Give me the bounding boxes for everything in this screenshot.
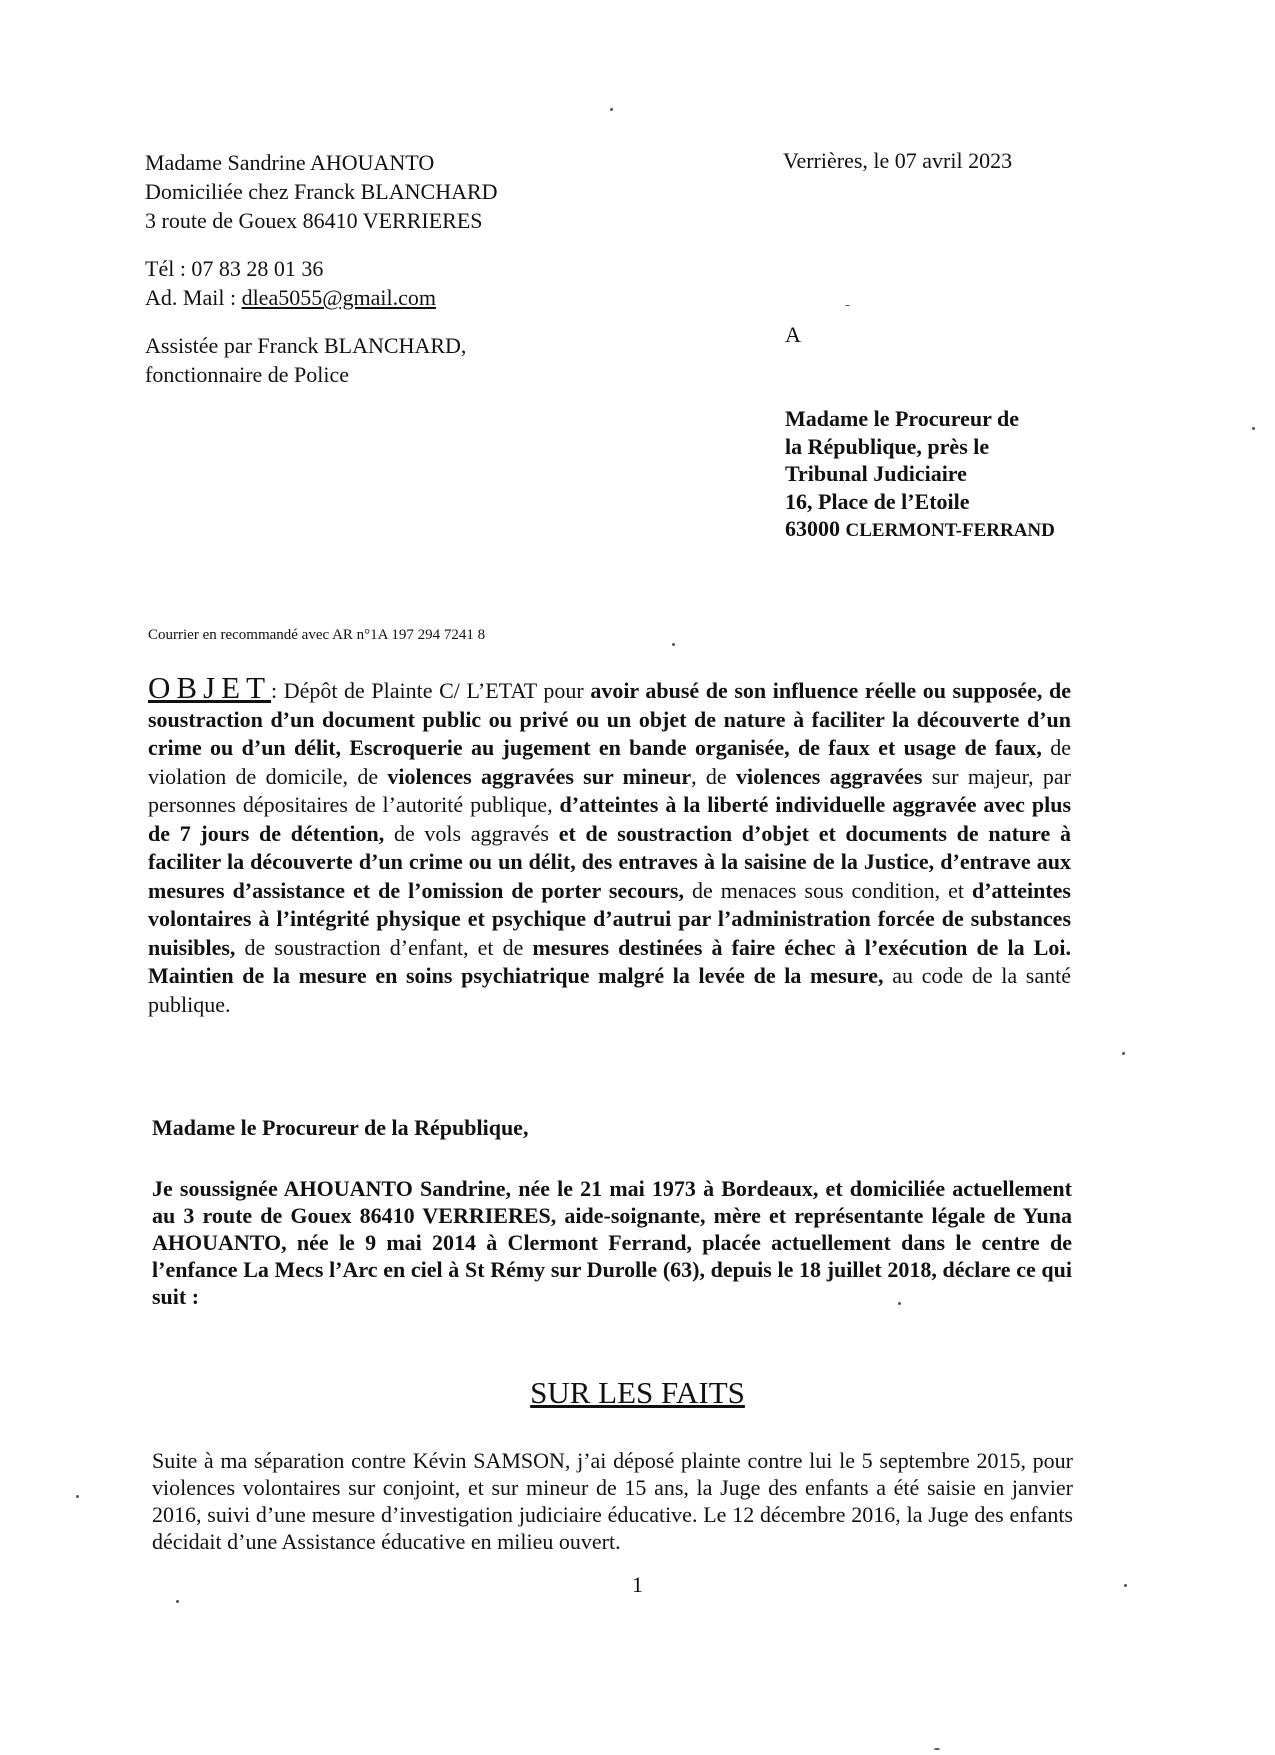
scan-speck	[1122, 1052, 1125, 1055]
scan-speck	[845, 305, 850, 306]
declaration-paragraph: Je soussignée AHOUANTO Sandrine, née le 21 mai 1973 à Bordeaux, et domiciliée actuellement au 3 route de Gouex 86410 VERRIERES, aide-soignante, mère et représentante légale de Yuna AHOUANTO, née le 9 mai 2014 à Clermont Ferrand, placée actuellement dans le centre de l’enfance La Mecs l’Arc en ciel à St Rémy sur Durolle (63), depuis le 18 juillet 2018, déclare ce qui suit :	[152, 1176, 1072, 1309]
objet-heading: OBJET	[148, 670, 271, 705]
faits-paragraph: Suite à ma séparation contre Kévin SAMSON, j’ai déposé plainte contre lui le 5 septembre 2015, pour violences volontaires sur conjoint, et sur mineur de 15 ans, la Juge des enfants a été saisie en janvier 2016, suivi d’une mesure d’investigation judiciaire éducative. Le 12 décembre 2016, la Juge des enfants décidait d’une Assistance éducative en milieu ouvert.	[152, 1448, 1073, 1554]
objet-part: mesures destinées à faire échec à l’exécution de la Loi. Maintien de la mesure en soins psychiatrique malgré la levée de la mesure,	[148, 934, 1072, 988]
recipient-line-2: la République, près le	[785, 433, 990, 459]
recipient-a: A	[785, 322, 801, 347]
recipient-city: CLERMONT-FERRAND	[845, 520, 1055, 541]
faits-heading: SUR LES FAITS	[530, 1375, 745, 1410]
objet-part: des entraves à la saisine de la Justice, d’entrave aux mesures d’assistance et de l’omission de porter secours,	[148, 849, 1072, 903]
objet-part: de violation de domicile, de	[148, 735, 1071, 789]
objet-paragraph: OBJET: Dépôt de Plainte C/ L’ETAT pour avoir abusé de son influence réelle ou supposée, de soustraction d’un document public ou privé ou un objet de nature à faciliter la découverte d’un crime ou d’un délit, Escroquerie au jugement en bande organisée, de faux et usage de faux, de violation de domicile, de violences aggravées sur mineur, de violences aggravées sur majeur, par personnes dépositaires de l’autorité publique, d’atteintes à la liberté individuelle aggravée avec plus de 7 jours de détention, de vols aggravés et de soustraction d’objet et documents de nature à faciliter la découverte d’un crime ou un délit, des entraves à la saisine de la Justice, d’entrave aux mesures d’assistance et de l’omission de porter secours, de menaces sous condition, et d’atteintes volontaires à l’intégrité physique et psychique d’autrui par l’administration forcée de substances nuisibles, de soustraction d’enfant, et de mesures destinées à faire échec à l’exécution de la Loi. Maintien de la mesure en soins psychiatrique malgré la levée de la mesure, au code de la santé publique.	[148, 670, 1072, 1017]
objet-part: avoir abusé de son influence réelle ou supposée, de soustraction d’un document public ou privé ou un objet de nature à faciliter la découverte d’un crime ou d’un délit, Escroquerie au jugement en bande organisée, de faux et usage de faux,	[148, 678, 1071, 760]
objet-part: et de soustraction d’objet et documents de nature à faciliter la découverte d’un crime ou un délit,	[148, 820, 1072, 874]
scan-speck	[76, 1495, 79, 1498]
recipient-line-1: Madame le Procureur de	[785, 406, 1020, 431]
recipient-line-3: Tribunal Judiciaire	[785, 461, 967, 486]
salutation: Madame le Procureur de la République,	[152, 1115, 529, 1140]
objet-part: Dépôt de Plainte C/ L’ETAT pour	[283, 678, 591, 703]
scan-speck	[934, 1748, 940, 1750]
objet-part: violences aggravées	[735, 763, 923, 789]
sender-block	[145, 148, 498, 389]
objet-part: de soustraction d’enfant, et de	[244, 934, 533, 960]
sender-mail-label: Ad. Mail :	[145, 285, 237, 310]
objet-part: , de	[691, 763, 736, 789]
recipient-city-line	[785, 515, 1055, 545]
registered-mail-note: Courrier en recommandé avec AR n°1A 197 294 7241 8	[148, 627, 486, 643]
letter-date: Verrières, le 07 avril 2023	[783, 148, 1013, 173]
scan-speck	[1252, 427, 1255, 430]
objet-part: d’atteintes volontaires à l’intégrité physique et psychique d’autrui par l’administration forcée de substances nuisibles,	[148, 877, 1071, 960]
objet-part: au code de la santé publique.	[148, 963, 1072, 1017]
scan-speck	[610, 108, 613, 111]
sender-address: 3 route de Gouex 86410 VERRIERES	[145, 208, 483, 233]
page-number: 1	[632, 1572, 643, 1597]
objet-part: de menaces sous condition, et	[691, 877, 972, 903]
sender-assisted-by: Assistée par Franck BLANCHARD,	[145, 333, 467, 358]
scan-speck	[176, 1600, 179, 1603]
sender-name: Madame Sandrine AHOUANTO	[145, 150, 435, 175]
sender-mail-link[interactable]: dlea5055@gmail.com	[241, 285, 436, 310]
objet-part: sur majeur, par personnes dépositaires de l’autorité publique,	[148, 763, 1071, 817]
objet-part: d’atteintes à la liberté individuelle aggravée avec plus de 7 jours de détention,	[148, 792, 1071, 846]
recipient-line-4: 16, Place de l’Etoile	[785, 488, 970, 514]
recipient-block	[785, 405, 1055, 545]
sender-phone: Tél : 07 83 28 01 36	[145, 256, 324, 281]
recipient-postcode: 63000	[785, 516, 840, 541]
sender-mail-line	[145, 283, 498, 312]
scan-speck	[672, 643, 675, 646]
scan-speck	[898, 1302, 901, 1305]
scan-speck	[1124, 1584, 1127, 1587]
objet-part: violences aggravées sur mineur	[387, 763, 692, 789]
objet-part: de vols aggravés	[393, 820, 559, 846]
sender-domicile: Domiciliée chez Franck BLANCHARD	[145, 179, 498, 204]
sender-role: fonctionnaire de Police	[145, 362, 350, 387]
